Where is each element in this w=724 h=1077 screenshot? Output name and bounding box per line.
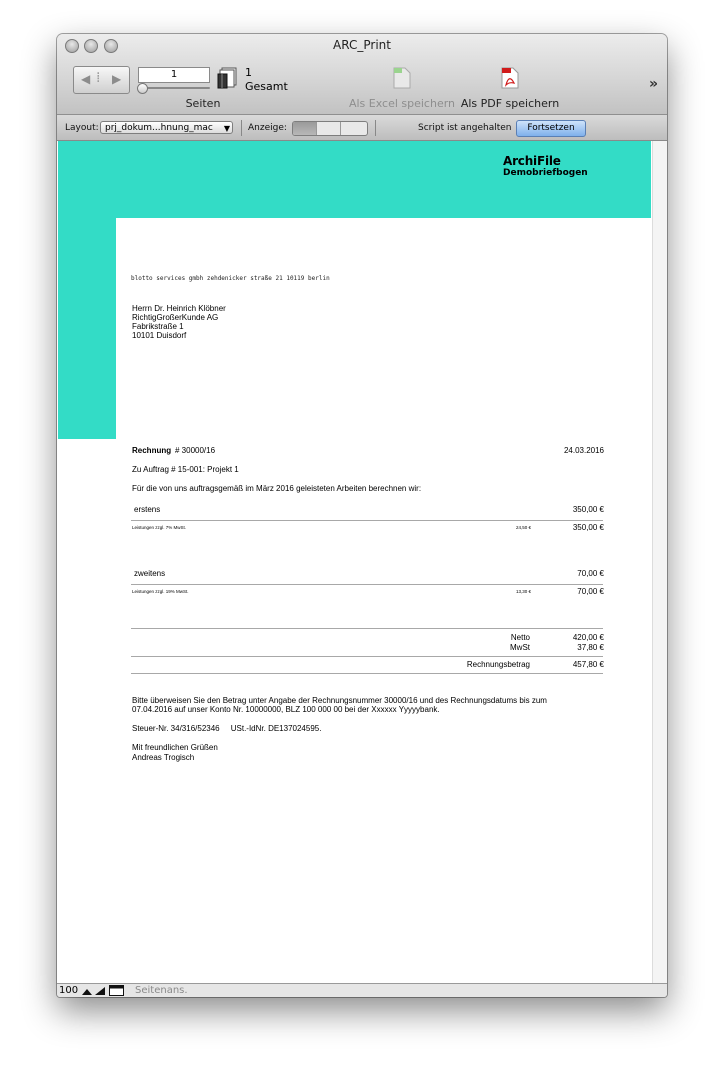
vertical-scrollbar[interactable] bbox=[652, 141, 667, 983]
layout-label: Layout: bbox=[65, 123, 99, 133]
save-as-excel-button[interactable]: Als Excel speichern bbox=[348, 97, 456, 110]
excel-file-icon bbox=[391, 67, 413, 89]
brand-subtitle: Demobriefbogen bbox=[503, 168, 588, 178]
zoom-level[interactable]: 100 bbox=[59, 985, 79, 996]
status-area-toggle-icon[interactable] bbox=[109, 985, 124, 996]
total-value: 457,80 € bbox=[572, 660, 604, 669]
item-tax-amount: 24,50 € bbox=[515, 525, 531, 530]
page-flip-icon: ⁞ bbox=[96, 70, 101, 86]
page-slider[interactable] bbox=[138, 87, 210, 89]
mwst-label: MwSt bbox=[510, 643, 530, 652]
view-mode-label: Seitenans. bbox=[135, 985, 188, 996]
intro-line: Für die von uns auftragsgemäß im März 2016 geleisteten Arbeiten berechnen wir: bbox=[132, 484, 422, 493]
closing: Mit freundlichen Grüßen bbox=[132, 743, 218, 752]
page-navigator[interactable] bbox=[73, 66, 130, 94]
item-name: erstens bbox=[134, 505, 161, 514]
total-pages-label: Gesamt bbox=[245, 80, 288, 93]
totals-divider bbox=[131, 656, 603, 657]
toolbar-divider bbox=[241, 120, 242, 136]
invoice-date: 24.03.2016 bbox=[563, 446, 604, 455]
next-page-icon[interactable]: ▶ bbox=[112, 72, 122, 86]
pages-label: Seiten bbox=[185, 97, 221, 110]
window-title: ARC_Print bbox=[333, 38, 391, 52]
save-as-pdf-button[interactable]: Als PDF speichern bbox=[460, 97, 560, 110]
mwst-value: 37,80 € bbox=[577, 643, 604, 652]
toolbar-overflow-icon[interactable]: » bbox=[649, 76, 659, 92]
invoice-number: # 30000/16 bbox=[175, 446, 216, 455]
signature: Andreas Trogisch bbox=[132, 753, 195, 762]
sender-line: blotto services gmbh zehdenicker straße 21 10119 berlin bbox=[131, 275, 330, 282]
bottom-bar bbox=[57, 983, 667, 997]
payment-text: Bitte überweisen Sie den Betrag unter Angabe der Rechnungsnummer 30000/16 und des Rechnungsdatums bis zum bbox=[132, 696, 547, 705]
document-preview[interactable] bbox=[57, 141, 667, 983]
invoice-label: Rechnung bbox=[132, 446, 172, 455]
status-toolbar bbox=[57, 115, 667, 141]
previous-page-icon[interactable]: ◀ bbox=[81, 72, 91, 86]
totals-divider bbox=[131, 628, 603, 629]
print-window bbox=[57, 34, 667, 997]
item-amount: 70,00 € bbox=[577, 569, 604, 578]
item-divider bbox=[131, 520, 603, 521]
order-line: Zu Auftrag # 15-001: Projekt 1 bbox=[132, 465, 239, 474]
form-view-icon[interactable] bbox=[293, 122, 317, 135]
item-divider bbox=[131, 584, 603, 585]
item-tax-amount: 13,30 € bbox=[515, 589, 531, 594]
tax-ids: Steuer-Nr. 34/316/52346 USt.-IdNr. DE137024595. bbox=[132, 724, 322, 733]
page-slider-handle[interactable] bbox=[137, 83, 148, 94]
netto-value: 420,00 € bbox=[572, 633, 604, 642]
script-status: Script ist angehalten bbox=[418, 123, 512, 133]
recipient-name: Herrn Dr. Heinrich Klöbner bbox=[132, 304, 226, 313]
item-amount: 350,00 € bbox=[572, 505, 604, 514]
toolbar bbox=[57, 34, 667, 115]
item-tax-note: Leistungen zzgl. 19% MwSt. bbox=[132, 589, 189, 594]
page-count: 1 bbox=[245, 66, 252, 79]
netto-label: Netto bbox=[510, 633, 530, 642]
item-tax-note: Leistungen zzgl. 7% MwSt. bbox=[132, 525, 187, 530]
payment-text: 07.04.2016 auf unser Konto Nr. 10000000, BLZ 100 000 00 bei der Xxxxxx Yyyyybank. bbox=[132, 705, 440, 714]
letterhead-band bbox=[58, 141, 651, 218]
recipient-company: RichtigGroßerKunde AG bbox=[132, 313, 219, 322]
recipient-city: 10101 Duisdorf bbox=[132, 331, 187, 340]
totals-divider bbox=[131, 673, 603, 674]
view-label: Anzeige: bbox=[248, 123, 287, 133]
item-subtotal: 70,00 € bbox=[577, 587, 604, 596]
layout-select[interactable] bbox=[100, 121, 233, 134]
recipient-street: Fabrikstraße 1 bbox=[132, 322, 184, 331]
chevron-down-icon: ▼ bbox=[223, 124, 230, 133]
zoom-out-icon[interactable] bbox=[81, 986, 93, 996]
list-view-icon[interactable] bbox=[317, 122, 341, 135]
page-number-input[interactable]: 1 bbox=[138, 67, 210, 83]
item-name: zweitens bbox=[134, 569, 166, 578]
total-label: Rechnungsbetrag bbox=[466, 660, 530, 669]
letterhead-sidebar bbox=[58, 218, 116, 439]
continue-button[interactable]: Fortsetzen bbox=[516, 120, 586, 137]
pdf-file-icon bbox=[499, 67, 521, 89]
layout-select-value: prj_dokum...hnung_mac bbox=[105, 123, 213, 133]
book-pages-icon bbox=[217, 67, 239, 89]
view-mode-selector[interactable] bbox=[292, 121, 368, 136]
table-view-icon[interactable] bbox=[341, 122, 365, 135]
item-subtotal: 350,00 € bbox=[572, 523, 604, 532]
brand-name: ArchiFile bbox=[503, 154, 561, 168]
zoom-in-icon[interactable] bbox=[94, 986, 106, 996]
toolbar-divider bbox=[375, 120, 376, 136]
